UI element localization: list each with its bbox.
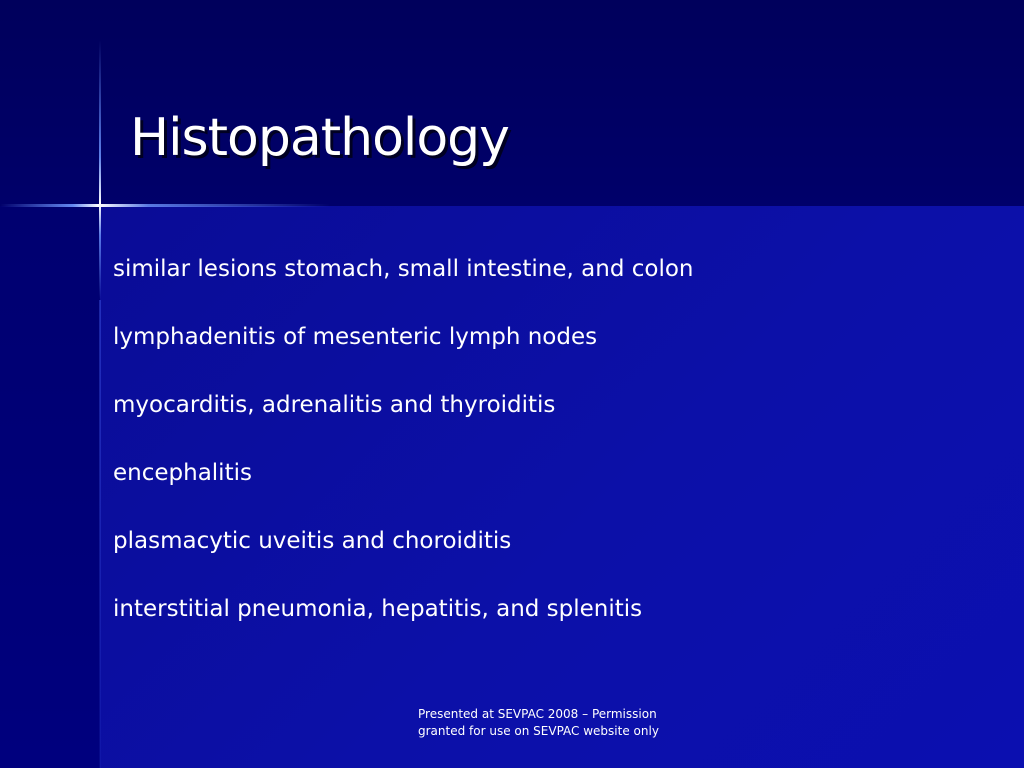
footer-note xyxy=(418,706,659,740)
sparkle-vertical-line xyxy=(99,40,101,300)
title-band xyxy=(0,0,1024,206)
footer-line-1: Presented at SEVPAC 2008 – Permission xyxy=(418,707,657,721)
bullet-item: similar lesions stomach, small intestine, and colon xyxy=(113,256,694,282)
bullet-item: myocarditis, adrenalitis and thyroiditis xyxy=(113,392,556,418)
footer-line-2: granted for use on SEVPAC website only xyxy=(418,724,659,738)
sparkle-horizontal-line xyxy=(0,204,330,207)
bullet-item: interstitial pneumonia, hepatitis, and splenitis xyxy=(113,596,643,622)
bullet-item: encephalitis xyxy=(113,460,252,486)
bullet-item: lymphadenitis of mesenteric lymph nodes xyxy=(113,324,598,350)
bullet-item: plasmacytic uveitis and choroiditis xyxy=(113,528,512,554)
slide-title: Histopathology xyxy=(130,108,509,168)
vertical-divider-line xyxy=(99,300,101,768)
left-strip xyxy=(0,206,100,768)
bullet-list xyxy=(113,253,693,661)
